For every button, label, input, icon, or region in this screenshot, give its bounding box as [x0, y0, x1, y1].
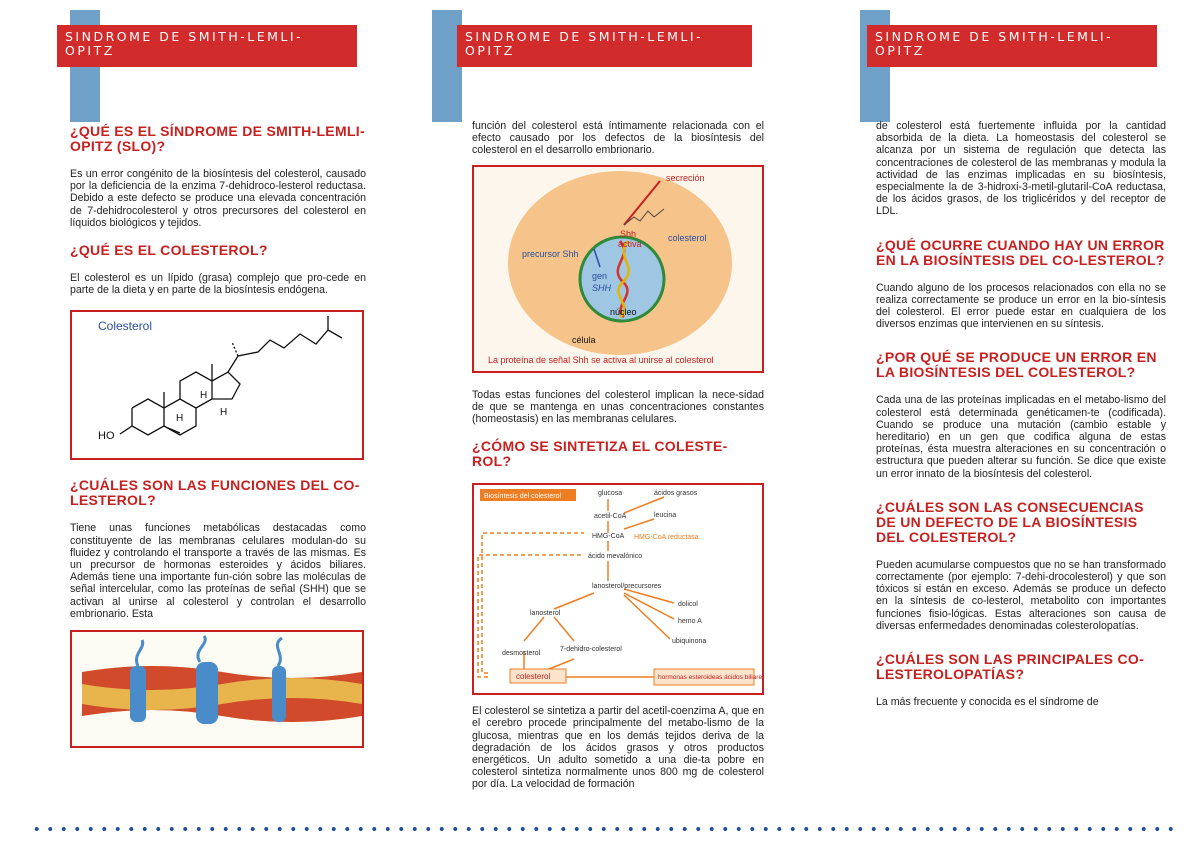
svg-text:Colesterol: Colesterol — [98, 319, 153, 334]
svg-text:desmosterol: desmosterol — [502, 650, 541, 658]
paragraph-homeostasis: Todas estas funciones del colesterol implican la nece-sidad de que se mantenga en unas concentraciones constantes (homeostasis) en las membranas celulares. — [472, 388, 764, 426]
svg-text:acetil-CoA: acetil-CoA — [594, 513, 627, 521]
paragraph-cholesterol-functions: Tiene unas funciones metabólicas destacadas como constituyente de las membranas celulares modulan-do su fluidez y controlando el transporte a través de las mismas. Es un precursor de hormonas esteroides y ácidos biliares. Además tiene una importante fun-ción sobre las moléculas de señal intercelular, como las proteínas de señal (SHH) que se activan al unirse al colesterol y controlan el desarrollo embrionario. Esta — [70, 522, 366, 620]
svg-text:núcleo: núcleo — [610, 306, 637, 317]
svg-text:colesterol: colesterol — [516, 672, 551, 682]
svg-text:lanosterol: lanosterol — [530, 610, 561, 618]
panel-banner-1: SINDROME DE SMITH-LEMLI-OPITZ — [57, 25, 357, 67]
svg-text:precursor Shh: precursor Shh — [522, 248, 579, 259]
paragraph-why-error: Cada una de las proteínas implicadas en el metabo-lismo del colesterol está determinada genéticamen-te (codificada). Cuando se produce una mutación (cambio estable y hereditario) en un gen que codifica alguna de estas proteínas, ésta muestra alteraciones en su concentración o estructura que pueden alterar su función. Se dice que existe un error innato de la biosíntesis del colesterol. — [876, 394, 1166, 480]
svg-text:activa: activa — [618, 238, 642, 249]
svg-text:H: H — [220, 407, 228, 419]
cell-membrane-figure — [70, 630, 364, 748]
column-2 — [472, 120, 764, 805]
paragraph-what-is-cholesterol: El colesterol es un lípido (grasa) complejo que pro-cede en parte de la dieta y en parte de la biosíntesis endógena. — [70, 272, 366, 297]
svg-text:HMG-CoA: HMG-CoA — [592, 533, 625, 541]
heading-what-is-slo: ¿QUÉ ES EL SÍNDROME DE SMITH-LEMLI-OPITZ (SLO)? — [70, 123, 365, 154]
svg-text:hormonas esteroideas ácidos bi: hormonas esteroideas ácidos biliares — [658, 674, 762, 682]
shh-cell-diagram — [474, 167, 762, 371]
column-1 — [70, 124, 366, 764]
svg-text:célula: célula — [572, 334, 596, 345]
svg-text:colesterol: colesterol — [668, 232, 707, 243]
svg-text:gen: gen — [592, 270, 608, 281]
paragraph-what-is-slo: Es un error congénito de la biosíntesis del colesterol, causado por la deficiencia de la enzima 7-dehidroco-lesterol reductasa. Debido a este defecto se produce una elevada concentración de 7-dehidrocolesterol y otros precursores del colesterol en líquidos biológicos y tejidos. — [70, 168, 366, 229]
heading-what-is-cholesterol: ¿QUÉ ES EL COLESTEROL? — [70, 242, 268, 259]
svg-text:H: H — [176, 413, 184, 425]
paragraph-what-happens-error: Cuando alguno de los procesos relacionados con ella no se realiza correctamente se produce un error en la bio-síntesis del colesterol. El error puede estar en cualquiera de los diversos enzimas que intervienen en su síntesis. — [876, 281, 1166, 331]
svg-text:ácido mevalónico: ácido mevalónico — [588, 553, 643, 561]
cell-membrane-diagram — [72, 632, 362, 746]
svg-text:dolicol: dolicol — [678, 601, 698, 609]
paragraph-consequences: Pueden acumularse compuestos que no se han transformado correctamente (por ejemplo: 7-dehi-drocolesterol) y que son tóxicos si están en exceso. Además se produce un defecto en la síntesis de co-lesterol, metabolito con importantes funciones fisio-lógicas. Estas alteraciones son causa de diversas enfermedades denominadas colesterolopatías. — [876, 558, 1166, 632]
heading-main-colesterolopathies: ¿CUÁLES SON LAS PRINCIPALES CO-LESTEROLOPATÍAS? — [876, 651, 1145, 683]
svg-text:glucosa: glucosa — [598, 490, 623, 498]
paragraph-main-colesterolopathies: La más frecuente y conocida es el síndrome de — [876, 696, 1099, 709]
svg-text:Shh: Shh — [620, 228, 637, 239]
panel-banner-3: SINDROME DE SMITH-LEMLI-OPITZ — [867, 25, 1157, 67]
svg-text:secreción: secreción — [666, 172, 705, 183]
svg-text:ubiquinona: ubiquinona — [672, 638, 707, 646]
svg-text:H: H — [200, 390, 208, 402]
svg-text:leucina: leucina — [654, 512, 677, 520]
svg-text:La proteína de señal Shh se ac: La proteína de señal Shh se activa al unirse al colesterol — [488, 354, 714, 365]
footer-dotted-line — [30, 826, 1180, 832]
heading-synthesis: ¿CÓMO SE SINTETIZA EL COLESTE-ROL? — [472, 438, 728, 470]
svg-text:Biosíntesis del colesterol: Biosíntesis del colesterol — [484, 493, 562, 501]
svg-text:HO: HO — [98, 430, 115, 443]
svg-text:HMG-CoA reductasa: HMG-CoA reductasa — [634, 534, 699, 542]
svg-text:7-dehidro-colesterol: 7-dehidro-colesterol — [560, 646, 622, 654]
paragraph-regulation: de colesterol está fuertemente influida por la cantidad absorbida de la dieta. La homeostasis del colesterol se alcanza por un sistema de regulación que detecta las concentraciones de colesterol de las membranas y modula la actividad de las enzimas implicadas en su biosíntesis, especialmente la de 3-hidroxi-3-metil-glutaril-CoA reductasa, de los ácidos grasos, de los triglicéridos y del receptor de LDL. — [876, 120, 1166, 218]
svg-text:SHH: SHH — [592, 282, 612, 293]
panel-banner-2: SINDROME DE SMITH-LEMLI-OPITZ — [457, 25, 752, 67]
svg-text:lanosterol/precursores: lanosterol/precursores — [592, 583, 662, 591]
biosynthesis-pathway-figure — [472, 483, 764, 695]
column-3 — [876, 120, 1166, 722]
cholesterol-structure-figure — [70, 310, 364, 460]
heading-cholesterol-functions: ¿CUÁLES SON LAS FUNCIONES DEL CO-LESTEROL? — [70, 477, 360, 509]
cholesterol-molecule-diagram — [72, 312, 362, 458]
paragraph-synthesis: El colesterol se sintetiza a partir del acetil-coenzima A, que en el cerebro procede principalmente del metabo-lismo de la glucosa, mientras que en los demás tejidos deriva de la degradación de los ácidos grasos y otros productos energéticos. Un adulto sometido a una die-ta pobre en colesterol sintetiza normalmente unos 800 mg de colesterol por día. La velocidad de formación — [472, 705, 764, 791]
heading-what-happens-error: ¿QUÉ OCURRE CUANDO HAY UN ERROR EN LA BIOSÍNTESIS DEL CO-LESTEROL? — [876, 236, 1165, 268]
heading-consequences: ¿CUÁLES SON LAS CONSECUENCIAS DE UN DEFECTO DE LA BIOSÍNTESIS DEL COLESTEROL? — [876, 498, 1144, 545]
svg-text:hemo A: hemo A — [678, 618, 702, 626]
heading-why-error: ¿POR QUÉ SE PRODUCE UN ERROR EN LA BIOSÍNTESIS DEL COLESTEROL? — [876, 349, 1157, 381]
biosynthesis-pathway-diagram — [474, 485, 762, 693]
paragraph-shh-function: función del colesterol está íntimamente relacionada con el efecto causado por los defectos de la biosíntesis del colesterol en el desarrollo embrionario. — [472, 120, 764, 157]
svg-text:ácidos grasos: ácidos grasos — [654, 490, 698, 498]
shh-cell-figure — [472, 165, 764, 373]
